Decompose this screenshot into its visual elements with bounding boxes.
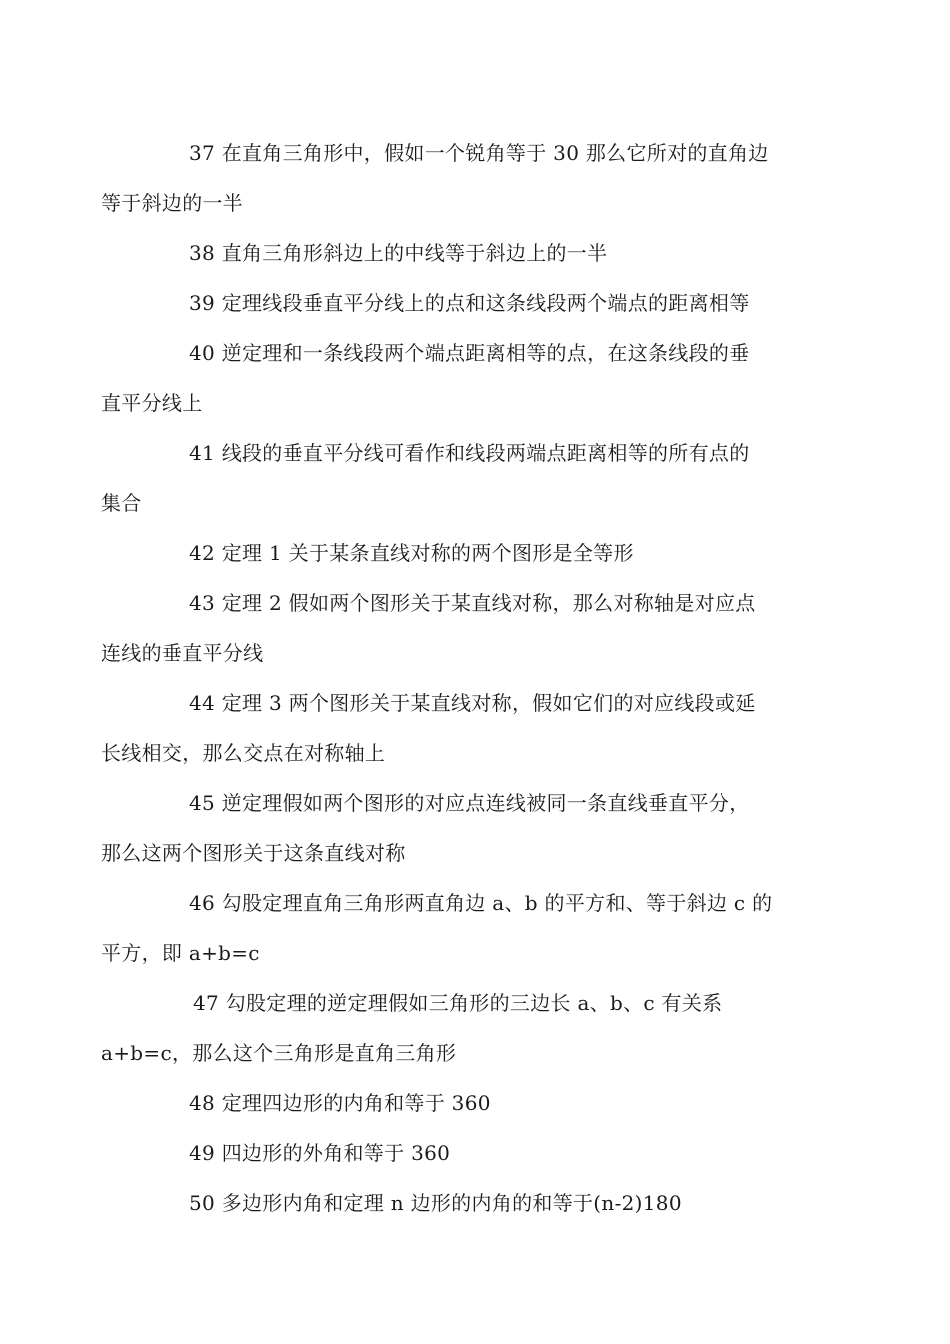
- paragraph-line: 平方，即 a+b=c: [101, 941, 260, 965]
- paragraph-line: 连线的垂直平分线: [101, 641, 264, 665]
- paragraph-47: [101, 978, 813, 1078]
- paragraph-line: 49 四边形的外角和等于 360: [189, 1141, 451, 1165]
- paragraph-41: [101, 428, 813, 528]
- paragraph-line: 46 勾股定理直角三角形两直角边 a、b 的平方和、等于斜边 c 的: [189, 891, 773, 915]
- paragraph-44: [101, 678, 813, 778]
- paragraph-39: [145, 278, 813, 328]
- paragraph-line: 48 定理四边形的内角和等于 360: [189, 1091, 491, 1115]
- paragraph-line: 40 逆定理和一条线段两个端点距离相等的点，在这条线段的垂: [189, 341, 750, 365]
- document-body: [101, 128, 813, 1228]
- paragraph-42: [145, 528, 813, 578]
- paragraph-line: a+b=c，那么这个三角形是直角三角形: [101, 1041, 457, 1065]
- paragraph-line: 等于斜边的一半: [101, 191, 244, 215]
- paragraph-line: 42 定理 1 关于某条直线对称的两个图形是全等形: [189, 541, 634, 565]
- paragraph-45: [101, 778, 813, 878]
- paragraph-line: 集合: [101, 491, 142, 515]
- paragraph-line: 直平分线上: [101, 391, 203, 415]
- paragraph-40: [101, 328, 813, 428]
- paragraph-38: [145, 228, 813, 278]
- paragraph-line: 45 逆定理假如两个图形的对应点连线被同一条直线垂直平分，: [189, 791, 750, 815]
- paragraph-line: 47 勾股定理的逆定理假如三角形的三边长 a、b、c 有关系: [193, 991, 723, 1015]
- paragraph-37: [101, 128, 813, 228]
- paragraph-line: 43 定理 2 假如两个图形关于某直线对称，那么对称轴是对应点: [189, 591, 756, 615]
- paragraph-line: 长线相交，那么交点在对称轴上: [101, 741, 386, 765]
- paragraph-49: [145, 1128, 813, 1178]
- paragraph-48: [145, 1078, 813, 1128]
- paragraph-line: 38 直角三角形斜边上的中线等于斜边上的一半: [189, 241, 608, 265]
- paragraph-line: 41 线段的垂直平分线可看作和线段两端点距离相等的所有点的: [189, 441, 750, 465]
- paragraph-line: 39 定理线段垂直平分线上的点和这条线段两个端点的距离相等: [189, 291, 750, 315]
- paragraph-line: 50 多边形内角和定理 n 边形的内角的和等于(n-2)180: [189, 1191, 682, 1215]
- paragraph-46: [101, 878, 813, 978]
- paragraph-43: [101, 578, 813, 678]
- paragraph-line: 44 定理 3 两个图形关于某直线对称，假如它们的对应线段或延: [189, 691, 756, 715]
- paragraph-line: 那么这两个图形关于这条直线对称: [101, 841, 406, 865]
- paragraph-50: [145, 1178, 813, 1228]
- paragraph-line: 37 在直角三角形中，假如一个锐角等于 30 那么它所对的直角边: [189, 141, 769, 165]
